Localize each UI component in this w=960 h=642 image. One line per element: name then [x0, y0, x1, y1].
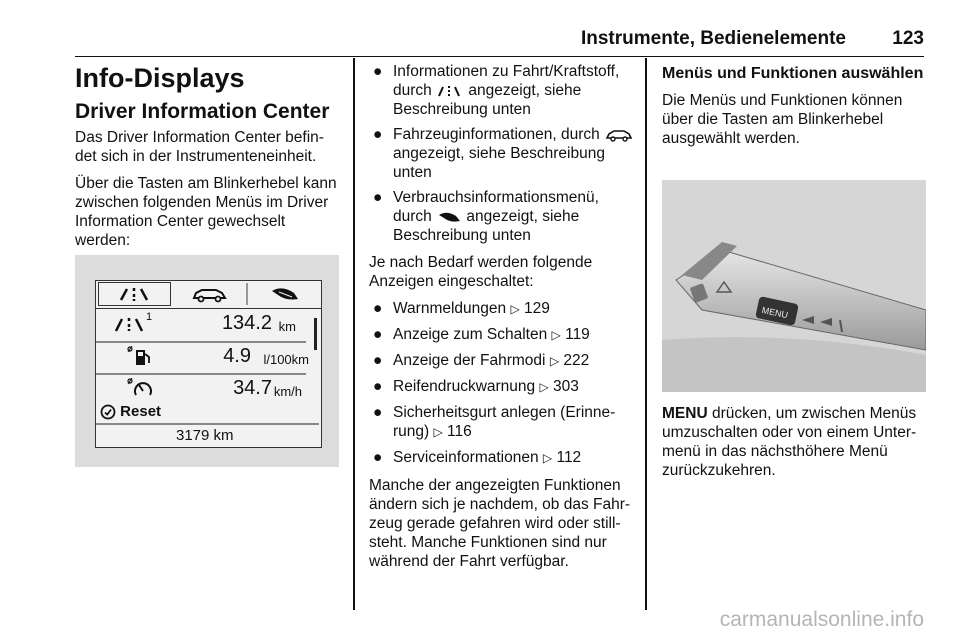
row-separator: [96, 423, 319, 425]
page-ref-icon: ▷: [549, 354, 560, 368]
speed-unit: km/h: [273, 384, 302, 399]
dic-row-speed: [96, 376, 309, 402]
speed-value: 34.7: [233, 377, 272, 399]
menu-list: [369, 62, 639, 245]
list-item: ● Reifendruckwarnung ▷ 303: [373, 378, 579, 395]
scroll-indicator: [314, 318, 317, 350]
list-item: ● Anzeige zum Schalten ▷ 119: [373, 326, 590, 343]
vehicle-icon: [604, 128, 634, 142]
menu-key-label: MENU: [662, 405, 708, 422]
dic-row-consumption: [96, 344, 309, 370]
list-item: ● Fahrzeuginformationen, durch angezeigt, siehe Beschreibung unten: [369, 125, 639, 182]
watermark: carmanualsonline.info: [719, 608, 924, 631]
page-number: 123: [892, 28, 924, 49]
menu-button-label: MENU: [760, 304, 789, 321]
list-item: ● Sicherheitsgurt anlegen (Erinne-rung) ▷ 116: [373, 404, 616, 440]
eco-tab-icon: [248, 283, 321, 305]
paragraph: MENU drücken, um zwischen Menüs umzuschalten oder von einem Unter-menü in das nächsthöhere Menü zurückzukehren.: [662, 405, 917, 479]
list-item: ● Verbrauchsinformationsmenü, durch angezeigt, siehe Beschreibung unten: [373, 189, 599, 244]
speed-icon: [126, 378, 156, 400]
dic-row-trip: [96, 311, 309, 337]
column-divider: [353, 58, 355, 610]
page-ref-icon: ▷: [433, 425, 443, 439]
column-divider: [645, 58, 647, 610]
paragraph: Manche der angezeigten Funktionen ändern sich je nachdem, ob das Fahr-zeug gerade gefahren wird oder still-steht. Manche Funktionen sind nur während der Fahrt verfügbar.: [369, 477, 631, 570]
paragraph: Über die Tasten am Blinkerhebel kann zwischen folgenden Menüs im Driver Information Center gewechselt werden:: [75, 175, 337, 249]
check-icon: [100, 404, 116, 420]
section-title: Instrumente, Bedienelemente: [580, 28, 846, 49]
paragraph: Das Driver Information Center befin-det sich in der Instrumenteneinheit.: [75, 129, 324, 165]
row-separator: [96, 341, 306, 343]
menu-instruction: [662, 404, 930, 488]
reset-label: [100, 403, 161, 420]
list-item: ● Warnmeldungen ▷ 129: [373, 300, 550, 317]
trip-unit: km: [278, 319, 296, 334]
odometer: 3179 km: [176, 427, 234, 444]
consumption-unit: l/100km: [263, 352, 309, 367]
eco-icon: [436, 210, 462, 224]
page-ref-icon: ▷: [542, 451, 553, 465]
column-right: [662, 62, 928, 156]
reset-text: Reset: [120, 403, 162, 420]
row-separator: [96, 373, 306, 375]
display-list: [369, 299, 639, 468]
trip-value: 134.2: [221, 312, 272, 334]
trip-superscript: 1: [146, 311, 153, 323]
fuel-icon: [126, 346, 154, 368]
trip-fuel-tab-icon: [98, 282, 171, 306]
paragraph: Je nach Bedarf werden folgende Anzeigen eingeschaltet:: [369, 254, 593, 290]
section-heading: Info-Displays: [75, 63, 245, 93]
page-ref-icon: ▷: [510, 302, 520, 316]
subsection-heading: Driver Information Center: [75, 100, 330, 123]
display-figure: [75, 255, 339, 467]
trip-fuel-icon: [436, 84, 464, 98]
vehicle-info-tab-icon: [172, 283, 246, 305]
column-left: [75, 62, 343, 258]
list-item: ● Informationen zu Fahrt/Kraftstoff, durch angezeigt, siehe Beschreibung unten: [373, 63, 620, 118]
subsection-heading: Menüs und Funktionen auswählen: [662, 65, 924, 82]
consumption-value: 4.9: [223, 345, 251, 367]
list-item: ● Anzeige der Fahrmodi ▷ 222: [373, 352, 590, 369]
dic-tab-bar: [96, 281, 321, 309]
column-middle: [369, 62, 639, 579]
paragraph: Die Menüs und Funktionen können über die Tasten am Blinkerhebel ausgewählt werden.: [662, 92, 903, 147]
page-header: [75, 26, 924, 57]
page-ref-icon: ▷: [539, 380, 549, 394]
page-ref-icon: ▷: [551, 328, 561, 342]
list-item: ● Serviceinformationen ▷ 112: [373, 449, 582, 466]
turn-signal-lever-photo: [662, 180, 926, 392]
dic-screen: [95, 280, 322, 448]
trip-icon: [114, 314, 148, 334]
